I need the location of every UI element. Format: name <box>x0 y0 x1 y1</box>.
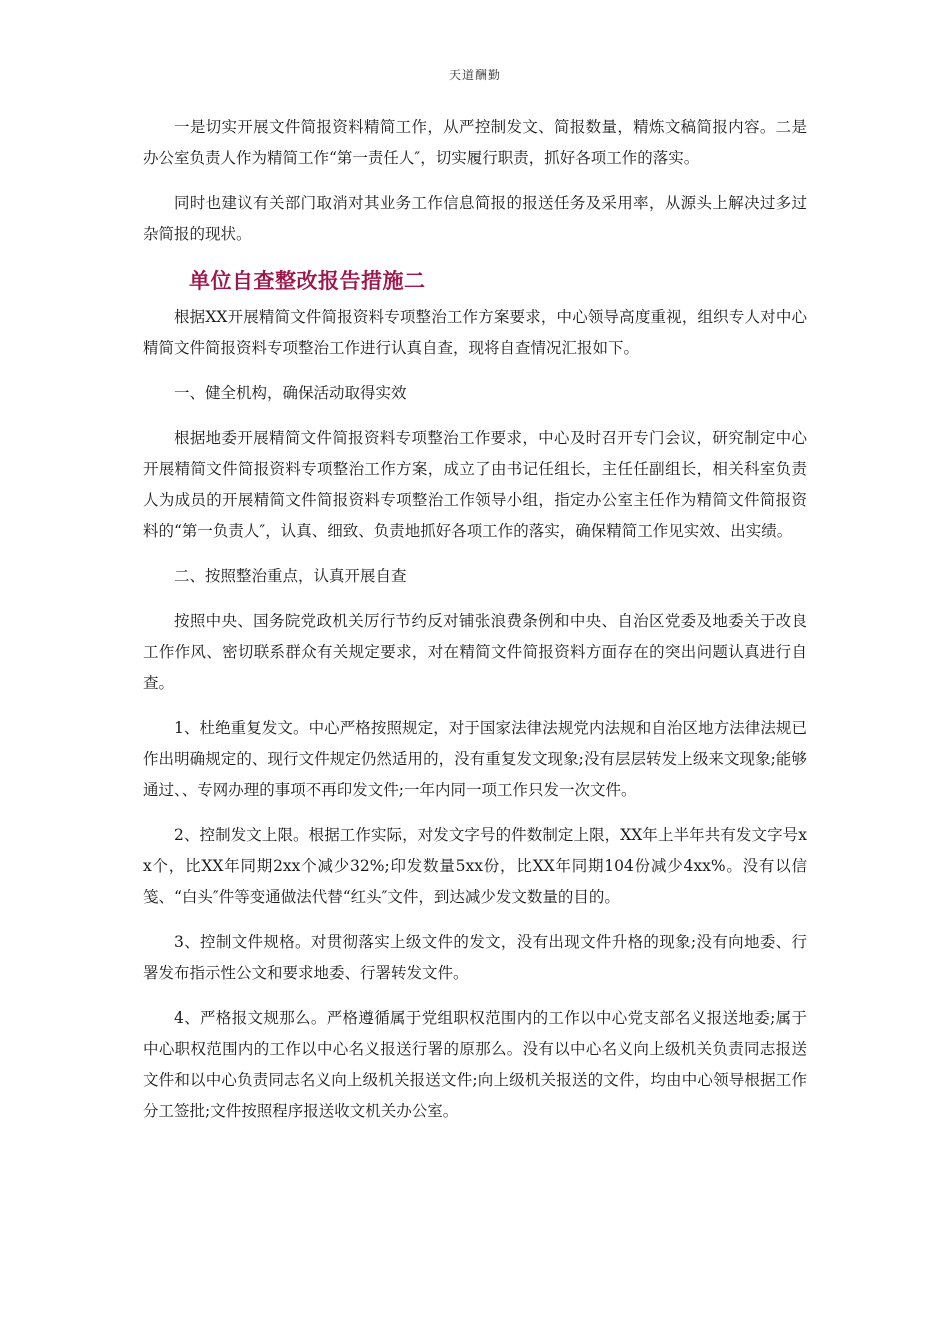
intro-paragraph: 根据XX开展精简文件简报资料专项整治工作方案要求，中心领导高度重视，组织专人对中心精简文件简报资料专项整治工作进行认真自查，现将自查情况汇报如下。 <box>143 308 807 357</box>
section-heading: 单位自查整改报告措施二 <box>189 269 426 293</box>
paragraph-top-2: 同时也建议有关部门取消对其业务工作信息简报的报送任务及采用率，从源头上解决过多过杂简报的现状。 <box>143 194 807 243</box>
item-1: 1、杜绝重复发文。中心严格按照规定，对于国家法律法规党内法规和自治区地方法律法规已作出明确规定的、现行文件规定仍然适用的，没有重复发文现象;没有层层转发上级来文现象;能够通过、、专网办理的事项不再印发文件;一年内同一项工作只发一次文件。 <box>143 719 807 799</box>
subheading-1-body: 根据地委开展精简文件简报资料专项整治工作要求，中心及时召开专门会议，研究制定中心开展精简文件简报资料专项整治工作方案，成立了由书记任组长，主任任副组长，相关科室负责人为成员的开展精简文件简报资料专项整治工作领导小组，指定办公室主任作为精简文件简报资料的“第一负责人″，认真、细致、负责地抓好各项工作的落实，确保精简工作见实效、出实绩。 <box>143 429 807 540</box>
subheading-2: 二、按照整治重点，认真开展自查 <box>174 567 407 585</box>
item-3: 3、控制文件规格。对贯彻落实上级文件的发文，没有出现文件升格的现象;没有向地委、行署发布指示性公文和要求地委、行署转发文件。 <box>143 933 807 982</box>
paragraph-top-1: 一是切实开展文件简报资料精简工作，从严控制发文、简报数量，精炼文稿简报内容。二是办公室负责人作为精简工作“第一责任人″，切实履行职责，抓好各项工作的落实。 <box>143 118 807 167</box>
item-2: 2、控制发文上限。根据工作实际，对发文字号的件数制定上限，XX年上半年共有发文字号xx个，比XX年同期2xx个减少32%;印发数量5xx份，比XX年同期104份减少4xx%。没有以信笺、“白头″件等变通做法代替“红头″文件，到达减少发文数量的目的。 <box>143 826 807 906</box>
subheading-1: 一、健全机构，确保活动取得实效 <box>174 384 407 402</box>
page-header: 天道酬勤 <box>448 68 501 82</box>
item-4: 4、严格报文规那么。严格遵循属于党组职权范围内的工作以中心党支部名义报送地委;属于中心职权范围内的工作以中心名义报送行署的原那么。没有以中心名义向上级机关负责同志报送文件和以中心负责同志名义向上级机关报送文件;向上级机关报送的文件，均由中心领导根据工作分工签批;文件按照程序报送收文机关办公室。 <box>143 1009 807 1120</box>
subheading-2-body: 按照中央、国务院党政机关厉行节约反对铺张浪费条例和中央、自治区党委及地委关于改良工作作风、密切联系群众有关规定要求，对在精简文件简报资料方面存在的突出问题认真进行自查。 <box>143 612 807 692</box>
document-body <box>143 112 807 1141</box>
